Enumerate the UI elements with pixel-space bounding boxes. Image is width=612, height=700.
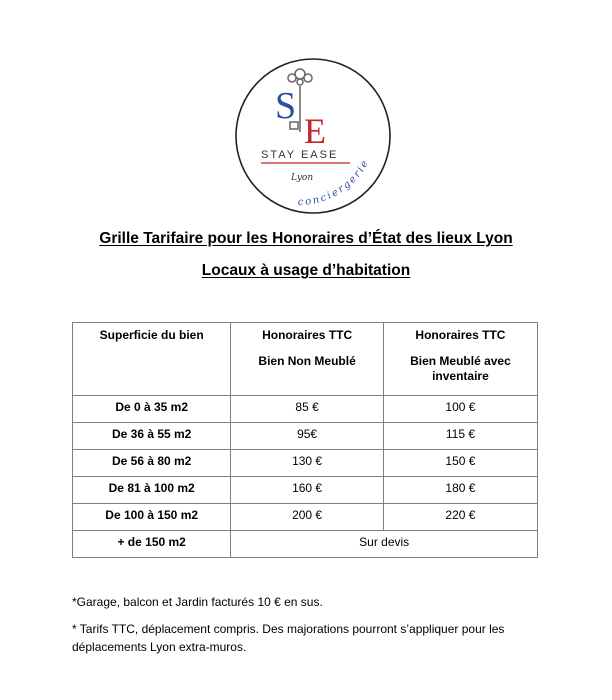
row-surface: + de 150 m2 [73, 531, 231, 558]
header-non-meuble [231, 323, 384, 396]
header-surface-label: Superficie du bien [99, 328, 204, 342]
monogram-s: S [275, 85, 297, 127]
row-surface: De 36 à 55 m2 [73, 423, 231, 450]
table-row [73, 396, 538, 423]
header-meuble-sub: Bien Meublé avec inventaire [410, 354, 511, 383]
header-meuble [383, 323, 537, 396]
row-price-non-meuble: 95€ [231, 423, 384, 450]
brand-name: STAY EASE [261, 149, 339, 161]
row-surface: De 0 à 35 m2 [73, 396, 231, 423]
row-price-non-meuble: 160 € [231, 477, 384, 504]
monogram-e: E [304, 111, 326, 151]
header-non-meuble-label: Honoraires TTC [262, 328, 353, 342]
footnote-tarifs: * Tarifs TTC, déplacement compris. Des majorations pourront s’appliquer pour les déplacements Lyon extra-muros. [72, 622, 505, 654]
row-price-non-meuble: 200 € [231, 504, 384, 531]
header-non-meuble-sub: Bien Non Meublé [258, 354, 356, 368]
row-surface: De 56 à 80 m2 [73, 450, 231, 477]
row-surface: De 100 à 150 m2 [73, 504, 231, 531]
pricing-table [72, 322, 538, 558]
header-meuble-label: Honoraires TTC [415, 328, 506, 342]
row-surface: De 81 à 100 m2 [73, 477, 231, 504]
table-row [73, 504, 538, 531]
tagline: conciergerie [297, 157, 372, 209]
table-row [73, 477, 538, 504]
row-price-non-meuble: 85 € [231, 396, 384, 423]
header-surface [73, 323, 231, 396]
row-price-meuble: 100 € [383, 396, 537, 423]
footnote-garage: *Garage, balcon et Jardin facturés 10 € en sus. [72, 595, 323, 609]
table-header-row [73, 323, 538, 396]
stay-ease-logo [228, 48, 398, 226]
table-row [73, 450, 538, 477]
row-price-meuble: 115 € [383, 423, 537, 450]
city-name: Lyon [291, 173, 314, 183]
table-row-last [73, 531, 538, 558]
table-row [73, 423, 538, 450]
page-subtitle: Locaux à usage d’habitation [201, 262, 411, 279]
row-price-meuble: 150 € [383, 450, 537, 477]
row-price-on-quote: Sur devis [231, 531, 538, 558]
row-price-meuble: 220 € [383, 504, 537, 531]
page-title: Grille Tarifaire pour les Honoraires d’État des lieux Lyon [99, 230, 513, 247]
row-price-non-meuble: 130 € [231, 450, 384, 477]
row-price-meuble: 180 € [383, 477, 537, 504]
